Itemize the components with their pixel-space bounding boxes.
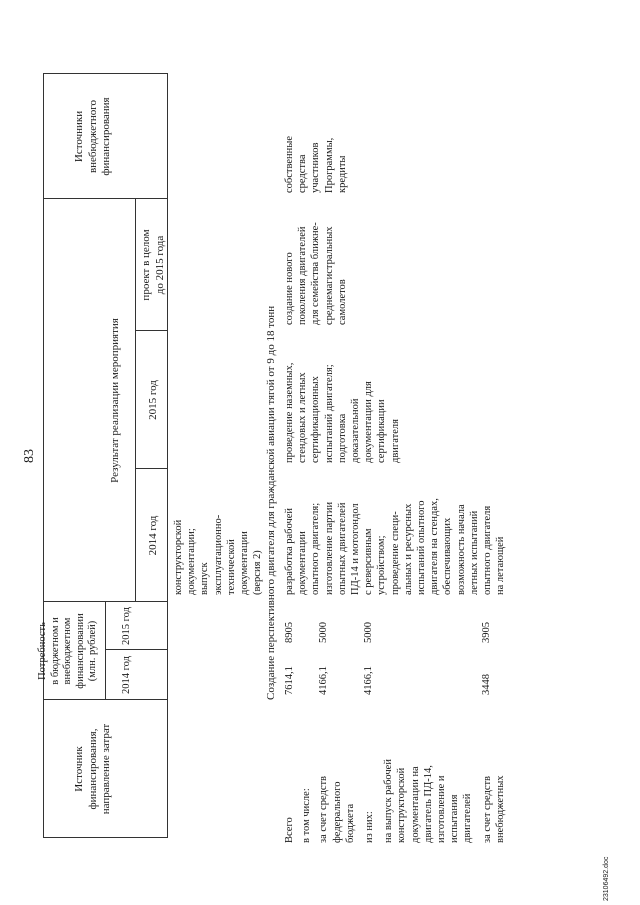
result-2014-line: опытных двигателей bbox=[336, 502, 348, 595]
header-source bbox=[73, 700, 114, 838]
result-2014-line: испытаний опытного bbox=[416, 500, 428, 595]
result-2015-line: документации для bbox=[363, 381, 375, 463]
result-2014-line: двигателя на стендах, bbox=[429, 498, 441, 595]
value-2014 bbox=[300, 666, 313, 695]
continuation-line: конструкторской bbox=[173, 519, 184, 595]
extra-sources-line: Программы, bbox=[323, 137, 335, 193]
row-label: за счет средств bbox=[481, 775, 493, 843]
row-label: конструкторской bbox=[396, 767, 408, 843]
extra-sources bbox=[283, 136, 349, 193]
header-res-project bbox=[140, 199, 167, 331]
result-2014-line: ПД-14 и мотогондол bbox=[350, 503, 362, 595]
header-extra bbox=[73, 74, 114, 199]
section-title: Создание перспективного двигателя для гражданской авиации тягой от 9 до 18 тонн bbox=[265, 305, 277, 700]
row-label: федерального bbox=[331, 781, 343, 843]
value-2015: 5000 bbox=[363, 622, 375, 643]
result-2014-line: разработка рабочей bbox=[284, 507, 295, 595]
row-labels bbox=[283, 759, 507, 843]
header-source-line: финансирования, bbox=[86, 728, 99, 810]
header-need-line: (млн. рублей) bbox=[87, 620, 99, 682]
result-2015-line: проведение наземных, bbox=[284, 362, 295, 463]
result-project-line: среднемагистральных bbox=[323, 226, 335, 325]
result-2014-line: обеспечивающих bbox=[442, 517, 454, 595]
header-need-line: финансировании bbox=[74, 613, 86, 689]
row-label: в том числе: bbox=[301, 788, 313, 843]
header-need-line: внебюджетном bbox=[62, 617, 74, 685]
col-divider-need-years bbox=[105, 649, 168, 650]
result-2014-line: альных и ресурсных bbox=[402, 503, 414, 595]
header-source-line: Источник bbox=[73, 746, 85, 792]
continuation-line: эксплуатационно- bbox=[212, 514, 224, 595]
continuation-line: документации; bbox=[186, 528, 198, 595]
row-label: на выпуск рабочей bbox=[383, 759, 395, 843]
header-res-2015: 2015 год bbox=[147, 380, 159, 420]
result-2014-line: летных испытаний bbox=[468, 510, 480, 595]
result-2014-line: возможность начала bbox=[455, 504, 467, 595]
header-res-project-line: до 2015 года bbox=[153, 235, 166, 295]
header-need-2014: 2014 год bbox=[121, 656, 132, 694]
row-label: Всего bbox=[284, 817, 295, 843]
header-extra-line: внебюджетного bbox=[86, 99, 99, 174]
header-need-line: в бюджетном и bbox=[49, 617, 61, 685]
table-header-bottom bbox=[167, 73, 168, 838]
header-extra-line: Источники bbox=[73, 110, 85, 163]
value-2015: 3905 bbox=[480, 622, 492, 643]
result-2014-line: проведение специ- bbox=[389, 511, 401, 595]
result-2015-line: двигателя bbox=[389, 419, 401, 463]
header-need-line: Потребность bbox=[37, 622, 48, 680]
value-2015 bbox=[300, 622, 313, 643]
row-label: из них: bbox=[364, 811, 376, 843]
header-res-2014: 2014 год bbox=[147, 515, 159, 556]
result-subheader-line bbox=[135, 199, 136, 602]
extra-sources-line: средства bbox=[297, 154, 309, 193]
value-2014: 3448 bbox=[480, 674, 492, 695]
result-2015 bbox=[283, 363, 402, 463]
values-2015 bbox=[283, 622, 493, 643]
value-2014: 7614,1 bbox=[284, 666, 295, 695]
result-2014-line: документации bbox=[297, 531, 309, 595]
result-2014-line: изготовление партии bbox=[323, 501, 335, 595]
result-2014-line: опытного двигателя; bbox=[310, 502, 322, 595]
footer-filename: 23106492.doc bbox=[603, 856, 610, 901]
header-res-project-line: проект в целом bbox=[140, 229, 152, 301]
value-2015: 5000 bbox=[318, 622, 330, 643]
result-2014 bbox=[283, 498, 507, 595]
page-number: 83 bbox=[22, 449, 37, 463]
result-project-line: поколения двигателей bbox=[297, 226, 309, 325]
continuation-line: (версия 2) bbox=[252, 550, 264, 595]
row-label: изготовление и bbox=[436, 775, 448, 843]
header-result: Результат реализации мероприятия bbox=[109, 318, 121, 483]
table-top-border bbox=[43, 73, 44, 838]
row-label: двигателей bbox=[462, 793, 474, 843]
continuation-2014 bbox=[172, 515, 264, 595]
continuation-line: технической bbox=[225, 539, 237, 595]
extra-sources-line: участников bbox=[310, 142, 322, 193]
result-2015-line: сертификационных bbox=[310, 376, 322, 463]
row-label: двигатель ПД-14, bbox=[422, 765, 434, 843]
header-need bbox=[37, 602, 100, 700]
row-label: внебюджетных bbox=[494, 775, 506, 843]
result-2015-line: сертификации bbox=[376, 399, 388, 463]
result-2014-line: опытного двигателя bbox=[482, 505, 494, 595]
result-2015-line: доказательной bbox=[350, 398, 362, 463]
row-label: за счет средств bbox=[318, 775, 330, 843]
values-2014 bbox=[283, 666, 493, 695]
continuation-line: выпуск bbox=[199, 562, 211, 595]
need-subheader-line bbox=[105, 602, 106, 700]
result-2015-line: подготовка bbox=[336, 413, 348, 463]
result-2015-line: стендовых и летных bbox=[297, 372, 309, 463]
continuation-line: документации bbox=[239, 531, 251, 595]
result-2014-line: на летающей bbox=[495, 536, 507, 595]
result-2014-line: с реверсивным bbox=[363, 528, 375, 595]
header-extra-line: финансирования bbox=[100, 97, 112, 176]
value-2015: 8905 bbox=[284, 622, 295, 643]
result-project-line: самолетов bbox=[336, 279, 348, 325]
row-label: испытания bbox=[449, 794, 461, 843]
row-label: бюджета bbox=[344, 803, 356, 843]
extra-sources-line: кредиты bbox=[336, 155, 348, 193]
row-label: документации на bbox=[409, 766, 421, 843]
result-project bbox=[283, 222, 349, 325]
header-source-line: направление затрат bbox=[100, 723, 112, 815]
result-2014-line: устройством; bbox=[376, 535, 388, 595]
result-project-line: для семейства ближне- bbox=[310, 222, 322, 325]
value-2014: 4166,1 bbox=[363, 666, 375, 695]
result-project-line: создание нового bbox=[284, 252, 295, 325]
result-2015-line: испытаний двигателя; bbox=[323, 364, 335, 463]
extra-sources-line: собственные bbox=[284, 135, 295, 193]
header-need-2015: 2015 год bbox=[121, 607, 132, 645]
value-2014: 4166,1 bbox=[318, 666, 330, 695]
